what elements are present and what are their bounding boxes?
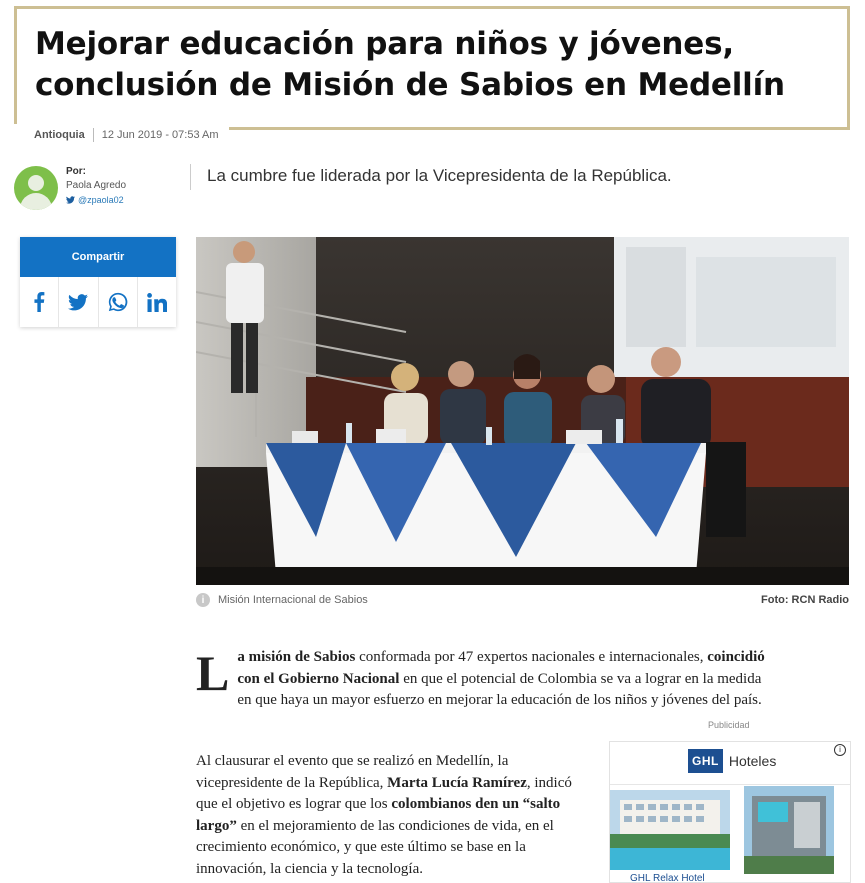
info-icon: i	[196, 593, 210, 607]
twitter-icon	[68, 294, 88, 311]
ad-label: Publicidad	[708, 720, 750, 730]
ad-divider	[610, 784, 850, 785]
author-name[interactable]: Paola Agredo	[66, 180, 127, 191]
paragraph-text: Al clausurar el evento que se realizó en Medellín, la vicepresidente de la República,	[196, 753, 509, 791]
facebook-icon	[33, 292, 45, 312]
author-label: Por:	[66, 166, 86, 177]
share-facebook-button[interactable]	[20, 277, 59, 327]
caption-text: Misión Internacional de Sabios	[218, 594, 368, 606]
article-meta	[14, 124, 229, 146]
whatsapp-icon	[108, 292, 128, 312]
share-button[interactable]: Compartir	[20, 237, 176, 277]
ad-hotel-image[interactable]	[610, 790, 730, 870]
drop-cap: L	[196, 645, 230, 701]
article-paragraph-1	[196, 647, 766, 712]
paragraph-text: , indicó que el objetivo es lograr que los	[196, 774, 572, 812]
advertisement[interactable]	[609, 741, 851, 883]
bold-text: Marta Lucía Ramírez	[387, 774, 527, 791]
ad-brand	[688, 749, 776, 773]
avatar	[14, 166, 58, 210]
publish-date: 12 Jun 2019 - 07:53 Am	[101, 129, 219, 141]
photo-caption	[196, 592, 849, 608]
share-linkedin-button[interactable]	[138, 277, 176, 327]
author-block	[14, 163, 184, 213]
paragraph-text: conformada por 47 expertos nacionales e internacionales,	[355, 649, 708, 665]
twitter-icon	[66, 196, 75, 204]
share-box	[20, 237, 176, 327]
twitter-handle: @zpaola02	[78, 195, 124, 205]
photo-credit: Foto: RCN Radio	[761, 594, 849, 606]
headline-top-border	[14, 6, 850, 9]
article-photo	[196, 237, 849, 585]
ghl-logo: GHL	[688, 749, 723, 773]
event-photo-illustration	[196, 237, 849, 585]
linkedin-icon	[147, 293, 167, 312]
ad-brand-text: Hoteles	[728, 753, 777, 769]
article-headline: Mejorar educación para niños y jóvenes, conclusión de Misión de Sabios en Medellín	[35, 26, 785, 103]
article-paragraph-2	[196, 751, 596, 880]
article-subtitle: La cumbre fue liderada por la Vicepresidenta de la República.	[207, 166, 672, 185]
author-twitter-link[interactable]	[66, 193, 126, 207]
bold-text: coincidió con el Gobierno Nacional	[237, 649, 765, 687]
headline-box	[14, 6, 850, 130]
ad-caption[interactable]: GHL Relax Hotel	[630, 873, 705, 883]
paragraph-text: en el mejoramiento de las condiciones de vida, en el crecimiento económico, y que este último se base en la innovación, la ciencia y la tecnología.	[196, 817, 554, 877]
bold-text: colombianos den un “salto largo”	[196, 796, 561, 834]
bold-text: a misión de Sabios	[237, 649, 356, 665]
meta-divider	[93, 128, 94, 142]
section-link[interactable]: Antioquia	[34, 129, 85, 141]
paragraph-text: en que el potencial de Colombia se va a lograr en la medida en que haya un mayor esfuerzo en mejorar la educación de los niños y jóvenes del país.	[237, 670, 762, 708]
ad-info-icon[interactable]: i	[834, 744, 846, 756]
ad-rooftop-image[interactable]	[744, 786, 834, 874]
share-twitter-button[interactable]	[59, 277, 98, 327]
subtitle-divider	[190, 164, 191, 190]
share-whatsapp-button[interactable]	[99, 277, 138, 327]
